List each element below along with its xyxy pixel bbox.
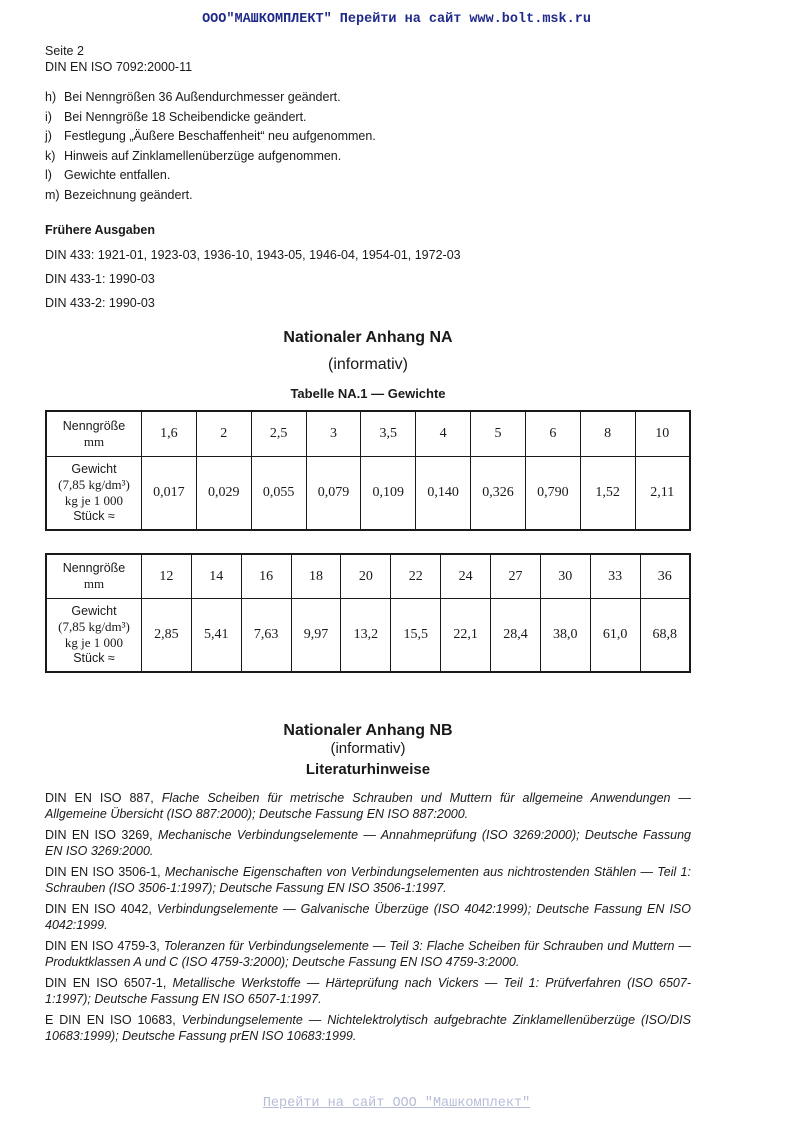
weights-table-1: [45, 410, 691, 531]
change-marker: i): [45, 109, 52, 124]
annex-na-subtitle: (informativ): [327, 356, 408, 373]
weight-cell: 28,4: [491, 599, 541, 673]
table-caption: Tabelle NA.1 — Gewichte: [290, 386, 446, 401]
page-number: Seite 2: [45, 44, 84, 58]
changes-list: [45, 88, 376, 206]
change-marker: h): [45, 90, 57, 104]
weight-cell: 0,017: [142, 457, 197, 531]
change-item: [45, 108, 376, 128]
size-cell: 4: [416, 411, 471, 457]
weight-header-unit: kg je 1 000: [64, 493, 124, 508]
reference-code: DIN EN ISO 3506-1,: [45, 865, 161, 879]
size-cell: 6: [525, 411, 580, 457]
weight-header-cell: [46, 457, 142, 531]
weight-row: [46, 599, 690, 673]
weight-cell: 61,0: [590, 599, 640, 673]
change-item: [45, 166, 376, 186]
change-text: Festlegung „Äußere Beschaffenheit“ neu aufgenommen.: [64, 129, 376, 144]
size-cell: 5: [471, 411, 526, 457]
earlier-edition-item: DIN 433-1: 1990-03: [45, 272, 155, 286]
size-header-unit: mm: [83, 576, 105, 591]
change-text: Bei Nenngröße 18 Scheibendicke geändert.: [64, 109, 307, 124]
reference-code: DIN EN ISO 887,: [45, 791, 154, 805]
change-text: Gewichte entfallen.: [64, 168, 171, 183]
weight-cell: 2,11: [635, 457, 690, 531]
earlier-edition-item: DIN 433: 1921-01, 1923-03, 1936-10, 1943-05, 1946-04, 1954-01, 1972-03: [45, 248, 461, 262]
weight-cell: 0,055: [251, 457, 306, 531]
size-cell: 8: [580, 411, 635, 457]
size-header-unit: mm: [83, 433, 105, 449]
reference-code: DIN EN ISO 4042,: [45, 902, 152, 916]
size-header-label: Nenngröße: [62, 418, 126, 433]
reference-item: [45, 975, 691, 1007]
reference-code: DIN EN ISO 6507-1,: [45, 976, 167, 990]
weight-cell: 38,0: [540, 599, 590, 673]
size-cell: 36: [640, 554, 690, 599]
reference-code: DIN EN ISO 4759-3,: [45, 939, 160, 953]
weight-cell: 68,8: [640, 599, 690, 673]
weight-cell: 9,97: [291, 599, 341, 673]
weight-cell: 0,326: [471, 457, 526, 531]
size-row: [46, 554, 690, 599]
size-cell: 3: [306, 411, 361, 457]
weight-cell: 7,63: [241, 599, 291, 673]
weight-header-pieces: Stück ≈: [73, 509, 115, 523]
annex-na-title: Nationaler Anhang NA: [283, 329, 453, 346]
size-cell: 18: [291, 554, 341, 599]
change-text: Bei Nenngrößen 36 Außendurchmesser geändert.: [64, 90, 341, 104]
reference-item: [45, 827, 691, 859]
change-text: Hinweis auf Zinklamellenüberzüge aufgenommen.: [64, 148, 342, 163]
weight-cell: 2,85: [142, 599, 192, 673]
size-header-cell: [46, 411, 142, 457]
size-cell: 10: [635, 411, 690, 457]
annex-nb-title: Nationaler Anhang NB: [283, 722, 453, 739]
weight-header-label: Gewicht: [71, 462, 117, 476]
reference-title: Flache Scheiben für metrische Schrauben und Muttern für allgemeine Anwendungen — Allgemeine Übersicht (ISO 887:2000); Deutsche Fassung EN ISO 887:2000.: [45, 791, 691, 821]
bibliography-heading: Literaturhinweise: [305, 761, 431, 778]
size-cell: 2: [196, 411, 251, 457]
weights-table-2: [45, 553, 691, 673]
weight-header-density: (7,85 kg/dm³): [58, 619, 130, 634]
weight-header-density: (7,85 kg/dm³): [58, 477, 130, 492]
reference-item: [45, 864, 691, 896]
weight-cell: 0,140: [416, 457, 471, 531]
weight-cell: 0,109: [361, 457, 416, 531]
change-item: [45, 88, 376, 108]
earlier-editions-list: [45, 245, 461, 317]
reference-title: Metallische Werkstoffe — Härteprüfung nach Vickers — Teil 1: Prüfverfahren (ISO 6507-1:1997); Deutsche Fassung EN ISO 6507-1:1997.: [45, 976, 691, 1006]
change-marker: l): [45, 168, 52, 183]
reference-item: [45, 901, 691, 933]
change-marker: m): [45, 187, 60, 202]
weight-row: [46, 457, 690, 531]
size-cell: 30: [540, 554, 590, 599]
earlier-edition-item: DIN 433-2: 1990-03: [45, 296, 155, 310]
size-cell: 1,6: [142, 411, 197, 457]
size-cell: 14: [191, 554, 241, 599]
reference-item: [45, 938, 691, 970]
bottom-site-link[interactable]: Перейти на сайт ООО "Машкомплект": [262, 1096, 531, 1111]
top-site-link[interactable]: ООО"МАШКОМПЛЕКТ" Перейти на сайт www.bolt.msk.ru: [202, 12, 591, 27]
reference-code: E DIN EN ISO 10683,: [45, 1013, 176, 1027]
weight-cell: 0,029: [196, 457, 251, 531]
annex-nb-subtitle: (informativ): [330, 740, 406, 757]
change-item: [45, 147, 376, 167]
change-marker: j): [45, 129, 52, 144]
size-cell: 20: [341, 554, 391, 599]
weight-cell: 0,790: [525, 457, 580, 531]
size-cell: 22: [391, 554, 441, 599]
weight-cell: 1,52: [580, 457, 635, 531]
size-header-label: Nenngröße: [62, 561, 126, 575]
reference-title: Toleranzen für Verbindungselemente — Teil 3: Flache Scheiben für Schrauben und Muttern — Produktklassen A und C (ISO 4759-3:2000); Deutsche Fassung EN ISO 4759-3:2000.: [45, 939, 691, 969]
change-text: Bezeichnung geändert.: [64, 187, 193, 202]
weight-header-pieces: Stück ≈: [73, 651, 115, 665]
reference-title: Verbindungselemente — Galvanische Überzüge (ISO 4042:1999); Deutsche Fassung EN ISO 4042:1999.: [45, 902, 691, 932]
size-cell: 33: [590, 554, 640, 599]
weight-cell: 15,5: [391, 599, 441, 673]
reference-item: [45, 790, 691, 822]
reference-item: [45, 1012, 691, 1044]
weight-cell: 0,079: [306, 457, 361, 531]
page-header: [45, 43, 192, 75]
weight-cell: 5,41: [191, 599, 241, 673]
weight-header-label: Gewicht: [71, 604, 117, 618]
weight-header-cell: [46, 599, 142, 673]
earlier-editions-title: Frühere Ausgaben: [45, 223, 155, 237]
change-marker: k): [45, 148, 56, 163]
size-cell: 3,5: [361, 411, 416, 457]
reference-title: Mechanische Eigenschaften von Verbindungselementen aus nichtrostenden Stählen — Teil 1: Schrauben (ISO 3506-1:1997); Deutsche Fassung EN ISO 3506-1:1997.: [45, 865, 691, 895]
change-item: [45, 186, 376, 206]
weight-cell: 22,1: [441, 599, 491, 673]
change-item: [45, 127, 376, 147]
size-cell: 27: [491, 554, 541, 599]
size-cell: 2,5: [251, 411, 306, 457]
bibliography-list: [45, 790, 691, 1049]
reference-code: DIN EN ISO 3269,: [45, 828, 153, 842]
size-header-cell: [46, 554, 142, 599]
reference-title: Mechanische Verbindungselemente — Annahmeprüfung (ISO 3269:2000); Deutsche Fassung EN ISO 3269:2000.: [45, 828, 691, 858]
weight-header-unit: kg je 1 000: [64, 635, 124, 650]
reference-title: Verbindungselemente — Nichtelektrolytisch aufgebrachte Zinklamellenüberzüge (ISO/DIS 10683:1999); Deutsche Fassung prEN ISO 10683:1999.: [45, 1013, 691, 1043]
size-row: [46, 411, 690, 457]
standard-designation: DIN EN ISO 7092:2000-11: [45, 60, 193, 74]
size-cell: 16: [241, 554, 291, 599]
weight-cell: 13,2: [341, 599, 391, 673]
size-cell: 24: [441, 554, 491, 599]
size-cell: 12: [142, 554, 192, 599]
